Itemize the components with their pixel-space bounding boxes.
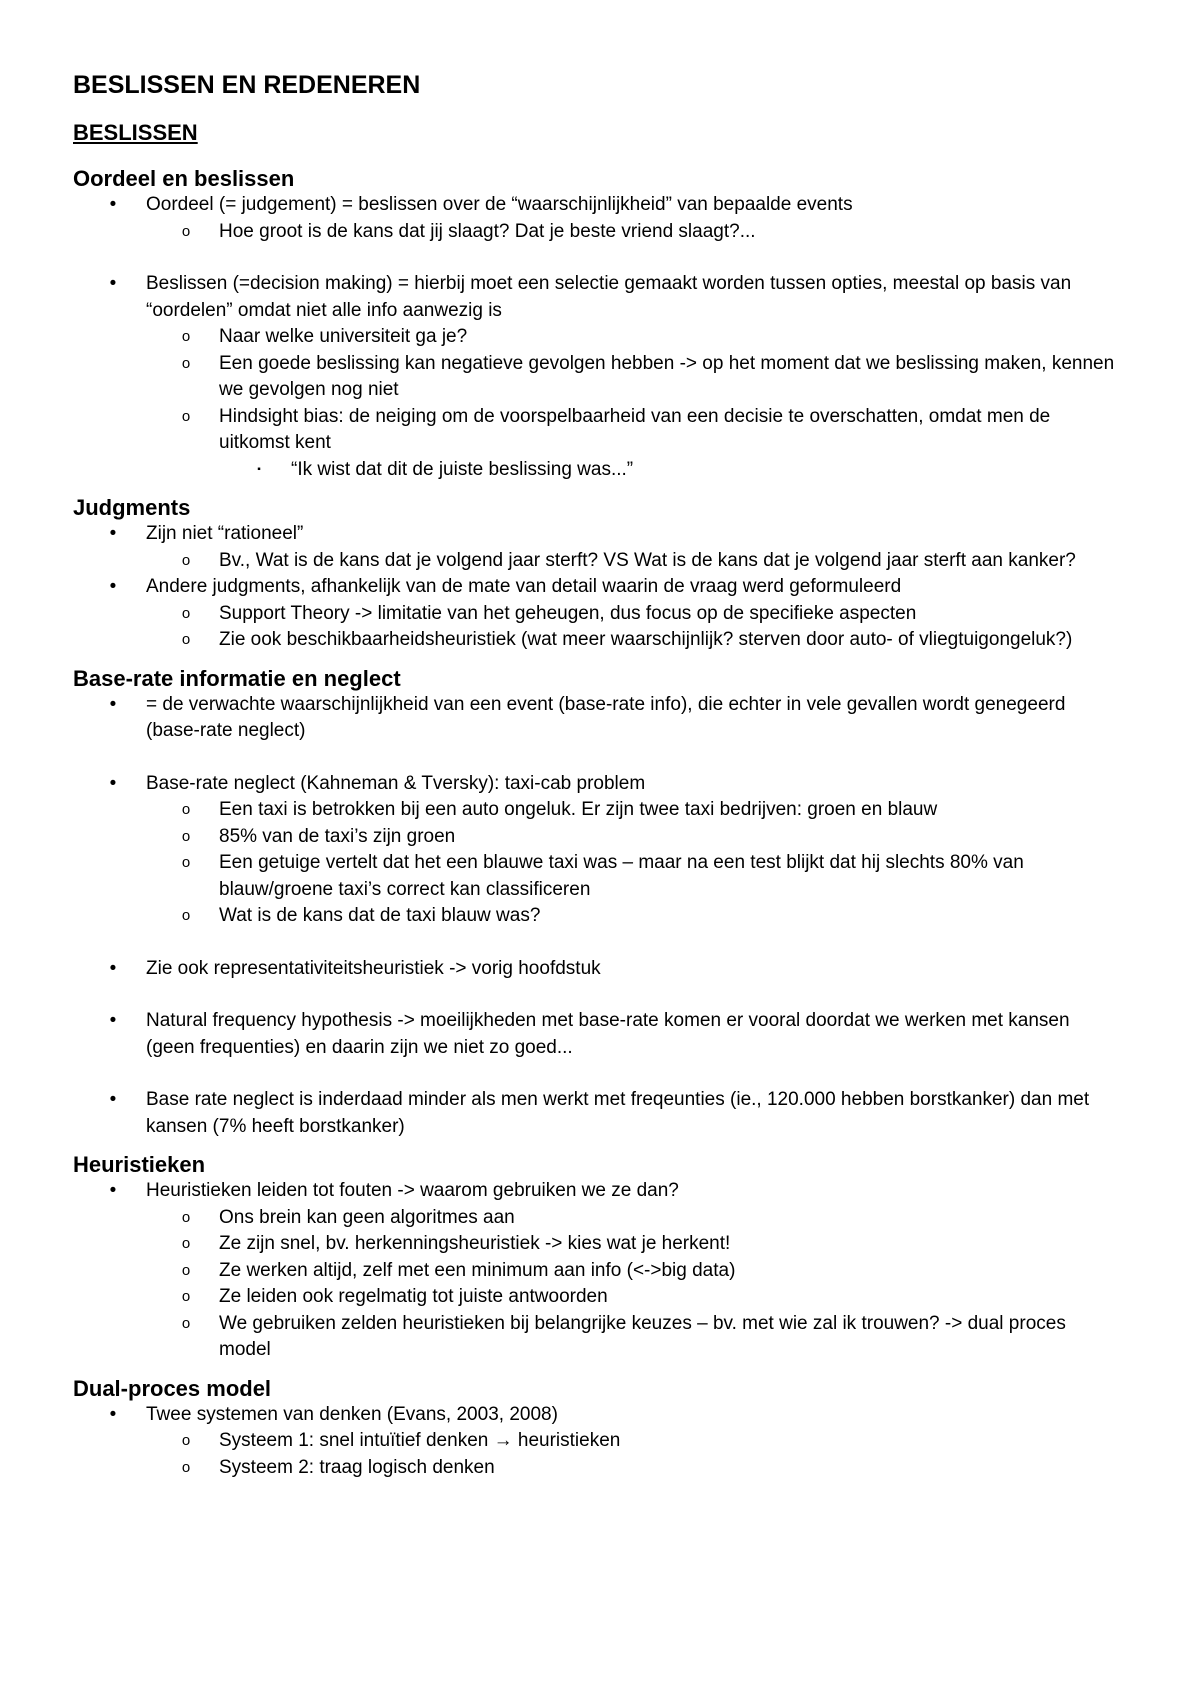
list-item-text: Hoe groot is de kans dat jij slaagt? Dat je beste vriend slaagt?... xyxy=(219,220,756,242)
list-item-text: Ze werken altijd, zelf met een minimum aan info (<->big data) xyxy=(219,1259,736,1281)
bullet-marker: o xyxy=(181,1314,191,1332)
bullet-marker: o xyxy=(181,631,191,649)
section xyxy=(73,666,1120,1141)
bullet-marker: • xyxy=(109,1010,117,1032)
list-item xyxy=(73,1231,1120,1258)
list-item-text: “Ik wist dat dit de juiste beslissing was...” xyxy=(291,458,634,480)
bullet-marker: o xyxy=(181,907,191,925)
list-item xyxy=(73,521,1120,548)
list-item xyxy=(73,797,1120,824)
list-item xyxy=(73,1178,1120,1205)
list-item-text: Wat is de kans dat de taxi blauw was? xyxy=(219,905,541,927)
list-item xyxy=(73,824,1120,851)
list-item-text: Base rate neglect is inderdaad minder als men werkt met freqeunties (ie., 120.000 hebben borstkanker) dan met kansen (7% heeft borstkanker) xyxy=(146,1089,1090,1137)
bullet-marker: o xyxy=(181,1458,191,1476)
list-item xyxy=(73,271,1120,324)
bullet-marker: • xyxy=(109,772,117,794)
list-item-text: Een taxi is betrokken bij een auto ongeluk. Er zijn twee taxi bedrijven: groen en blauw xyxy=(219,799,938,821)
list-item-text: Een getuige vertelt dat het een blauwe taxi was – maar na een test blijkt dat hij slechts 80% van blauw/groene taxi’s correct kan classificeren xyxy=(219,852,1024,900)
list-item xyxy=(73,903,1120,930)
list-item-text: Oordeel (= judgement) = beslissen over de “waarschijnlijkheid” van bepaalde events xyxy=(146,194,853,216)
list-item-text: Zie ook beschikbaarheidsheuristiek (wat meer waarschijnlijk? sterven door auto- of vliegtuigongeluk?) xyxy=(219,629,1073,651)
section-title: Heuristieken xyxy=(73,1152,206,1178)
bullet-marker: • xyxy=(109,693,117,715)
list-item xyxy=(73,1455,1120,1482)
list-item xyxy=(73,1205,1120,1232)
list-item xyxy=(73,192,1120,219)
bullet-marker: o xyxy=(181,827,191,845)
bullet-marker: • xyxy=(109,1089,117,1111)
section-title: Base-rate informatie en neglect xyxy=(73,665,401,691)
part-title: BESLISSEN xyxy=(73,120,198,145)
bullet-marker: o xyxy=(181,1208,191,1226)
section xyxy=(73,166,1120,483)
list-item-text: Ons brein kan geen algoritmes aan xyxy=(219,1206,515,1228)
list-item xyxy=(73,1428,1120,1455)
bullet-marker: o xyxy=(181,1235,191,1253)
bullet-marker: o xyxy=(181,604,191,622)
bullet-marker: o xyxy=(181,1432,191,1450)
list-item xyxy=(73,1284,1120,1311)
list-item-text: We gebruiken zelden heuristieken bij belangrijke keuzes – bv. met wie zal ik trouwen? -> dual proces model xyxy=(219,1312,1066,1361)
bullet-marker: o xyxy=(181,1288,191,1306)
section xyxy=(73,1376,1120,1482)
list-item xyxy=(73,219,1120,246)
bullet-list xyxy=(73,192,1120,483)
bullet-list xyxy=(73,521,1120,654)
bullet-marker: o xyxy=(181,407,191,425)
list-item xyxy=(73,574,1120,601)
list-item xyxy=(73,601,1120,628)
bullet-marker: • xyxy=(109,194,117,216)
bullet-marker: • xyxy=(109,1180,117,1202)
bullet-marker: o xyxy=(181,854,191,872)
list-item-text: Naar welke universiteit ga je? xyxy=(219,326,468,348)
sections-container xyxy=(73,166,1120,1481)
bullet-list xyxy=(73,1402,1120,1482)
list-item-text: Hindsight bias: de neiging om de voorspelbaarheid van een decisie te overschatten, omdat men de uitkomst kent xyxy=(219,405,1051,454)
list-item xyxy=(73,956,1120,983)
bullet-marker: • xyxy=(109,576,117,598)
list-item xyxy=(73,1311,1120,1364)
list-item-text: Beslissen (=decision making) = hierbij moet een selectie gemaakt worden tussen opties, meestal op basis van “oordelen” omdat niet alle info aanwezig is xyxy=(146,273,1072,321)
list-item xyxy=(73,1087,1120,1140)
list-item-text: Een goede beslissing kan negatieve gevolgen hebben -> op het moment dat we beslissing maken, kennen we gevolgen nog niet xyxy=(219,352,1115,401)
bullet-marker: o xyxy=(181,354,191,372)
bullet-marker: o xyxy=(181,551,191,569)
list-item-text: Bv., Wat is de kans dat je volgend jaar sterft? VS Wat is de kans dat je volgend jaar sterft aan kanker? xyxy=(219,549,1076,571)
bullet-marker: o xyxy=(181,328,191,346)
bullet-marker: ▪ xyxy=(257,463,261,475)
list-item-text: Zie ook representativiteitsheuristiek -> vorig hoofdstuk xyxy=(146,957,601,979)
bullet-marker: • xyxy=(109,957,117,979)
list-item-text: Support Theory -> limitatie van het geheugen, dus focus op de specifieke aspecten xyxy=(219,602,917,624)
list-item-text: Systeem 1: snel intuïtief denken → heuristieken xyxy=(219,1430,621,1452)
section xyxy=(73,495,1120,654)
section-title: Judgments xyxy=(73,495,191,521)
bullet-list xyxy=(73,692,1120,1141)
list-item-text: Heuristieken leiden tot fouten -> waarom gebruiken we ze dan? xyxy=(146,1180,679,1202)
list-item-text: Zijn niet “rationeel” xyxy=(146,523,304,545)
bullet-marker: o xyxy=(181,1261,191,1279)
section-title: Dual-proces model xyxy=(73,1375,272,1401)
bullet-marker: o xyxy=(181,222,191,240)
list-item xyxy=(73,324,1120,351)
list-item-text: = de verwachte waarschijnlijkheid van een event (base-rate info), die echter in vele gevallen wordt genegeerd (base-rate neglect) xyxy=(146,693,1066,742)
bullet-marker: • xyxy=(109,523,117,545)
list-item-text: Andere judgments, afhankelijk van de mate van detail waarin de vraag werd geformuleerd xyxy=(146,576,902,598)
bullet-marker: • xyxy=(109,273,117,295)
list-item xyxy=(73,771,1120,798)
list-item xyxy=(73,692,1120,745)
list-item xyxy=(73,627,1120,654)
section-title: Oordeel en beslissen xyxy=(73,166,295,192)
list-item-text: 85% van de taxi’s zijn groen xyxy=(219,825,456,847)
list-item xyxy=(73,850,1120,903)
document-title: BESLISSEN EN REDENEREN xyxy=(73,71,421,99)
list-item xyxy=(73,404,1120,457)
list-item-text: Twee systemen van denken (Evans, 2003, 2008) xyxy=(146,1403,558,1425)
list-item-text: Ze leiden ook regelmatig tot juiste antwoorden xyxy=(219,1286,608,1308)
list-item-text: Systeem 2: traag logisch denken xyxy=(219,1456,495,1478)
list-item xyxy=(73,351,1120,404)
list-item-text: Base-rate neglect (Kahneman & Tversky): taxi-cab problem xyxy=(146,772,646,794)
bullet-marker: • xyxy=(109,1403,117,1425)
list-item-text: Natural frequency hypothesis -> moeilijkheden met base-rate komen er vooral doordat we werken met kansen (geen frequenties) en daarin zijn we niet zo goed... xyxy=(146,1010,1070,1058)
list-item xyxy=(73,1258,1120,1285)
list-item xyxy=(73,1402,1120,1429)
list-item xyxy=(73,1008,1120,1061)
list-item xyxy=(73,548,1120,575)
list-item-text: Ze zijn snel, bv. herkenningsheuristiek -> kies wat je herkent! xyxy=(219,1233,731,1255)
bullet-list xyxy=(73,1178,1120,1364)
list-item xyxy=(73,457,1120,484)
bullet-marker: o xyxy=(181,801,191,819)
section xyxy=(73,1152,1120,1364)
